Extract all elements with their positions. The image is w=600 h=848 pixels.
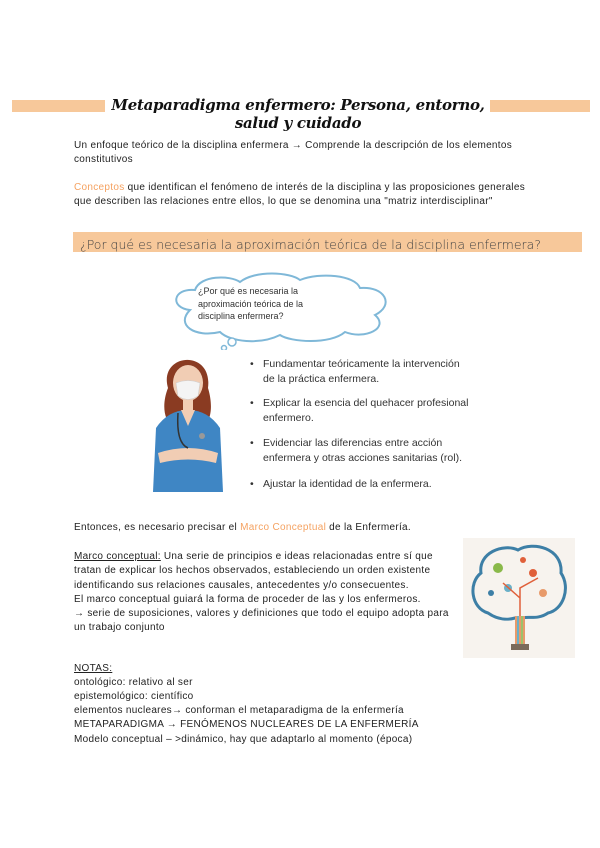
conceptos-text: que identifican el fenómeno de interés de la disciplina y las proposiciones generales xyxy=(124,182,525,193)
bullet-text: • Evidenciar las diferencias entre acción enfermera y otras acciones sanitarias (rol). xyxy=(263,437,462,464)
conceptos-highlight: Conceptos xyxy=(74,182,125,193)
notas-line: Modelo conceptual – >dinámico, hay que adaptarlo al momento (época) xyxy=(74,734,413,745)
title-strip-left xyxy=(12,100,105,112)
entonces-post: de la Enfermería. xyxy=(326,522,411,533)
entonces-pre: Entonces, es necesario precisar el xyxy=(74,522,241,533)
marco-line: → serie de suposiciones, valores y definiciones que todo el equipo adopta para xyxy=(74,608,449,619)
bullet-text: • Fundamentar teóricamente la intervención de la práctica enfermera. xyxy=(263,358,460,385)
intro-line-1: Un enfoque teórico de la disciplina enfermera → Comprende la descripción de los elementos xyxy=(74,140,513,151)
marco-conceptual-highlight: Marco Conceptual xyxy=(240,522,327,533)
conceptos-line-2: que describen las relaciones entre ellos, lo que se denomina una "matriz interdisciplinar" xyxy=(74,196,493,207)
bullet-item xyxy=(250,477,470,492)
notas-line: epistemológico: científico xyxy=(74,691,194,702)
page-title: Metaparadigma enfermero: Persona, entorno, salud y cuidado xyxy=(111,96,485,132)
marco-line: tratan de explicar los hechos observados, estableciendo un orden existente xyxy=(74,565,431,576)
conceptos-line-1 xyxy=(74,181,525,195)
marco-line: El marco conceptual guiará la forma de proceder de las y los enfermeros. xyxy=(74,594,421,605)
notas-line: METAPARADIGMA → FENÓMENOS NUCLEARES DE LA ENFERMERÍA xyxy=(74,719,419,730)
notas-label: NOTAS: xyxy=(74,663,113,674)
notas-line: elementos nucleares→ conforman el metaparadigma de la enfermería xyxy=(74,705,404,716)
bullet-item xyxy=(250,357,470,387)
bullet-item xyxy=(250,436,470,466)
intro-line-2: constitutivos xyxy=(74,154,133,165)
bullet-item xyxy=(250,396,470,426)
question-heading: ¿Por qué es necesaria la aproximación teórica de la disciplina enfermera? xyxy=(80,237,541,252)
marco-line: un trabajo conjunto xyxy=(74,622,165,633)
entonces-line xyxy=(74,521,411,535)
marco-line: identificando sus relaciones causales, antecedentes y/o consecuentes. xyxy=(74,580,409,591)
notas-line: ontológico: relativo al ser xyxy=(74,677,193,688)
brain-tree-illustration xyxy=(463,538,575,658)
marco-label: Marco conceptual: xyxy=(74,551,161,562)
nurse-illustration xyxy=(148,348,228,492)
marco-text: Una serie de principios e ideas relacionadas entre sí que xyxy=(160,551,433,562)
bullet-text: • Explicar la esencia del quehacer profesional enfermero. xyxy=(263,397,469,424)
marco-line-1 xyxy=(74,550,433,564)
cloud-text: ¿Por qué es necesaria la aproximación teórica de la disciplina enfermera? xyxy=(198,286,304,321)
bullet-text: • Ajustar la identidad de la enfermera. xyxy=(263,478,432,490)
title-strip-right xyxy=(490,100,590,112)
